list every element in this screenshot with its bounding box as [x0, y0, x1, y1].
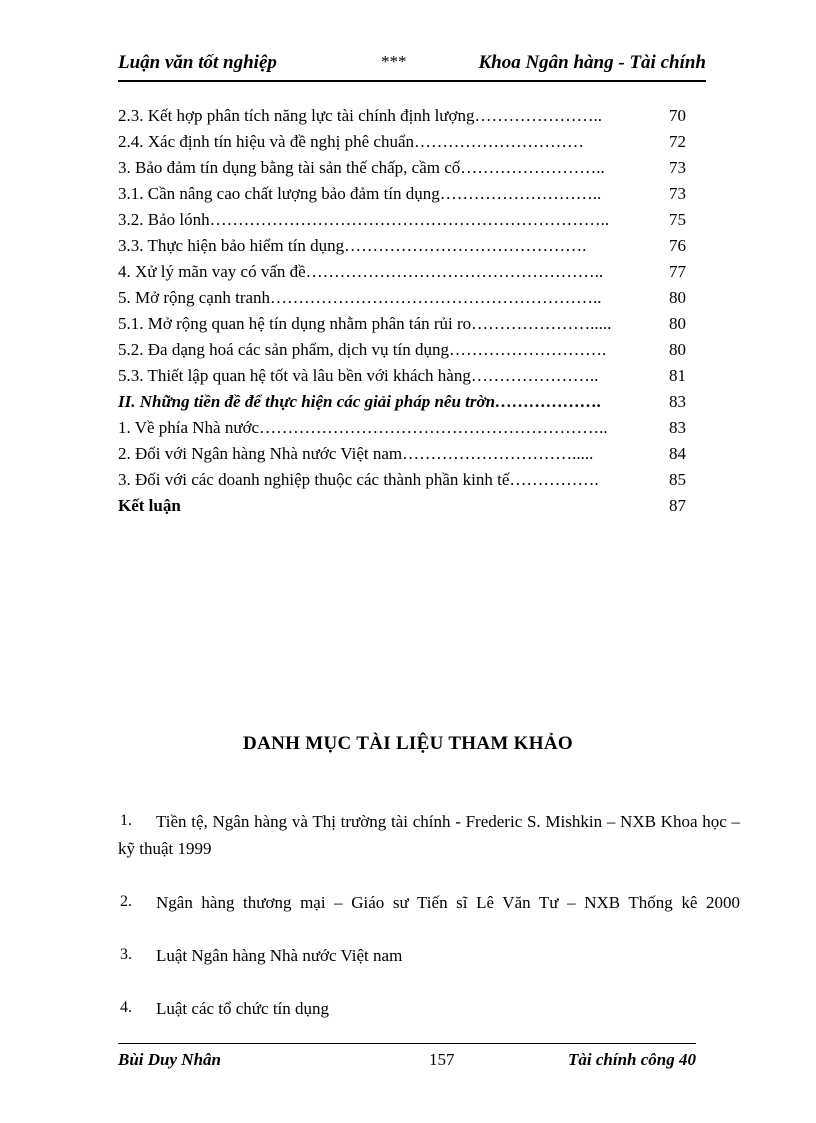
- toc-entry-text: 3. Bảo đảm tín dụng bằng tài sản thế chấp, cầm cố……………………..: [118, 158, 605, 177]
- toc-entry-page: 77: [669, 262, 686, 281]
- toc-entry-text: 3.3. Thực hiện bảo hiểm tín dụng…………………………………….: [118, 236, 587, 255]
- toc-entry-text: 2.3. Kết hợp phân tích năng lực tài chính định lượng…………………..: [118, 106, 603, 125]
- toc-entry-page: 87: [669, 496, 686, 515]
- footer-rule: [118, 1043, 696, 1044]
- toc-entry-page: 80: [669, 340, 686, 359]
- reference-text: Luật các tổ chức tín dụng: [156, 999, 330, 1018]
- toc-entry-page: 73: [669, 158, 686, 177]
- toc-entry: [118, 285, 686, 311]
- toc-entry-page: 70: [669, 106, 686, 125]
- reference-text: Luật Ngân hàng Nhà nước Việt nam: [156, 946, 403, 965]
- toc-entry-text: 5. Mở rộng cạnh tranh…………………………………………………..: [118, 288, 602, 307]
- toc-entry-text: 5.1. Mở rộng quan hệ tín dụng nhằm phân tán rủi ro………………….....: [118, 314, 612, 333]
- reference-item: [118, 995, 740, 1022]
- footer-class: Tài chính công 40: [568, 1050, 696, 1069]
- reference-number: 4.: [120, 999, 132, 1016]
- toc-entry-page: 73: [669, 184, 686, 203]
- toc-entry: [118, 467, 686, 493]
- toc-entry: [118, 207, 686, 233]
- toc-entry-text: 3.1. Cần nâng cao chất lượng bảo đảm tín dụng………………………..: [118, 184, 602, 203]
- toc-entry-text: 5.2. Đa dạng hoá các sản phẩm, dịch vụ tín dụng……………………….: [118, 340, 607, 359]
- header-faculty-label: Khoa Ngân hàng - Tài chính: [478, 52, 706, 73]
- toc-entry-text: 3.2. Bảo lónh……………………………………………………………..: [118, 210, 610, 229]
- toc-entry: [118, 103, 686, 129]
- toc-entry-text: 1. Về phía Nhà nước……………………………………………………..: [118, 418, 608, 437]
- reference-number: 3.: [120, 946, 132, 963]
- toc-entry-text: Kết luận: [118, 496, 181, 515]
- toc-entry: [118, 415, 686, 441]
- toc-entry-page: 72: [669, 132, 686, 151]
- reference-item: [118, 942, 740, 969]
- toc-entry: [118, 337, 686, 363]
- toc-entry-text: 2.4. Xác định tín hiệu và đề nghị phê chuẩn…………………………: [118, 132, 585, 151]
- reference-item: [118, 889, 740, 916]
- header-rule: [118, 80, 706, 82]
- toc-entry: [118, 441, 686, 467]
- references-title: DANH MỤC TÀI LIỆU THAM KHẢO: [243, 733, 573, 754]
- toc-entry: [118, 363, 686, 389]
- toc-entry-page: 75: [669, 210, 686, 229]
- toc-entry-page: 84: [669, 444, 686, 463]
- page-header: [118, 52, 706, 78]
- toc-entry-text: II. Những tiền đề để thực hiện các giải pháp nêu trờn……………….: [118, 392, 602, 411]
- toc-entry: [118, 155, 686, 181]
- toc-entry: [118, 129, 686, 155]
- toc-entry-page: 81: [669, 366, 686, 385]
- toc-entry: [118, 233, 686, 259]
- reference-item: [118, 808, 740, 862]
- toc-entry-text: 3. Đối với các doanh nghiệp thuộc các thành phần kinh tế…………….: [118, 470, 599, 489]
- toc-entry-page: 76: [669, 236, 686, 255]
- toc-entry-page: 85: [669, 470, 686, 489]
- references-list: [118, 808, 740, 1022]
- footer-page-number: 157: [429, 1050, 455, 1069]
- toc-entry: [118, 259, 686, 285]
- footer-author: Bùi Duy Nhân: [118, 1050, 221, 1069]
- toc-entry: [118, 311, 686, 337]
- toc-entry-text: 5.3. Thiết lập quan hệ tốt và lâu bền với khách hàng…………………..: [118, 366, 599, 385]
- toc-entry: [118, 181, 686, 207]
- page-footer: [118, 1050, 696, 1074]
- toc-entry-text: 2. Đối với Ngân hàng Nhà nước Việt nam………………………….....: [118, 444, 594, 463]
- toc-conclusion: [118, 493, 686, 519]
- reference-number: 2.: [120, 893, 132, 910]
- toc-entry-page: 80: [669, 314, 686, 333]
- reference-text: Tiền tệ, Ngân hàng và Thị trường tài chính - Frederic S. Mishkin – NXB Khoa học – kỹ thuật 1999: [118, 812, 740, 858]
- table-of-contents: [118, 103, 686, 519]
- toc-entry-page: 80: [669, 288, 686, 307]
- toc-entry-text: 4. Xử lý mãn vay có vấn đề……………………………………………..: [118, 262, 604, 281]
- reference-text: Ngân hàng thương mại – Giáo sư Tiến sĩ Lê Văn Tư – NXB Thống kê 2000: [156, 893, 740, 912]
- toc-entry-page: 83: [669, 392, 686, 411]
- header-separator: ***: [381, 52, 407, 71]
- toc-entry-page: 83: [669, 418, 686, 437]
- reference-number: 1.: [120, 812, 132, 829]
- header-thesis-label: Luận văn tốt nghiệp: [118, 52, 277, 73]
- toc-section-heading: [118, 389, 686, 415]
